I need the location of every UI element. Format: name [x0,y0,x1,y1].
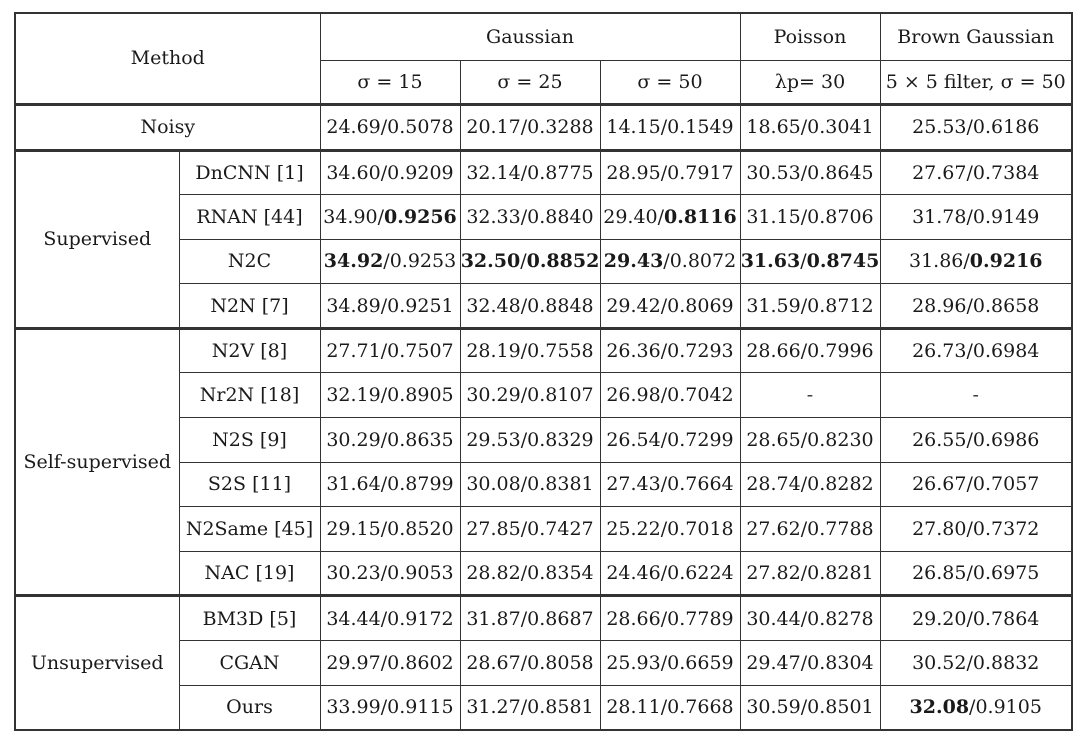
separator: / [800,250,807,273]
ssim-value: 0.8281 [807,562,874,585]
ssim-value: 0.8072 [669,250,737,273]
results-table-wrapper [14,12,1073,731]
result-cell [740,596,880,641]
result-cell [460,373,600,418]
result-cell [600,284,740,329]
result-cell [740,239,880,284]
psnr-value: 30.29 [466,384,521,407]
psnr-value: 30.08 [466,473,521,496]
missing-value: - [972,384,979,407]
result-cell [880,685,1072,730]
method-name: Ours [179,685,320,730]
ssim-value: 0.8745 [806,250,880,273]
psnr-value: 25.22 [606,518,661,541]
missing-value: - [806,384,814,407]
noisy-label: Noisy [15,104,320,150]
ssim-value: 0.7996 [807,340,874,363]
separator: / [660,562,668,585]
result-cell [320,373,460,418]
separator: / [520,384,528,407]
ssim-value: 0.9105 [975,696,1042,719]
ssim-value: 0.7057 [972,473,1040,496]
noisy-value: 20.17/0.3288 [460,104,600,150]
ssim-value: 0.8658 [972,294,1040,317]
result-cell [320,150,460,195]
psnr-value: 34.60 [326,161,381,184]
separator: / [520,651,528,674]
ssim-value: 0.9172 [387,607,454,630]
separator: / [800,607,808,630]
ssim-value: 0.8905 [387,384,454,407]
separator: / [800,562,808,585]
separator: / [966,518,973,541]
noisy-value: 18.65/0.3041 [740,104,880,150]
psnr-value: 32.14 [466,161,521,184]
separator: / [966,473,973,496]
separator: / [800,340,808,363]
separator: / [660,384,668,407]
psnr-value: 31.86 [908,250,964,273]
separator: / [520,428,528,451]
psnr-value: 28.82 [466,562,521,585]
result-cell [460,685,600,730]
ssim-value: 0.7427 [527,518,594,541]
result-cell [460,551,600,596]
result-cell [320,685,460,730]
ssim-value: 0.8116 [664,205,737,228]
ssim-value: 0.6224 [667,562,734,585]
brown-filter-header: 5 × 5 filter, σ = 50 [880,60,1072,104]
separator: / [800,651,808,674]
psnr-value: 26.73 [912,340,967,363]
separator: / [966,562,973,585]
separator: / [520,607,528,630]
group-label: Unsupervised [15,596,179,730]
sigma-15-header: σ = 15 [320,60,460,104]
method-name: S2S [11] [179,462,320,507]
separator: / [660,473,668,496]
result-cell [600,195,740,240]
ssim-value: 0.7507 [387,340,454,363]
psnr-value: 29.53 [466,428,521,451]
psnr-value: 34.89 [326,294,381,317]
psnr-value: 34.92 [323,250,384,273]
psnr-value: 26.36 [606,340,661,363]
ssim-value: 0.8501 [807,696,874,719]
psnr-value: 30.53 [746,161,801,184]
separator: / [966,651,973,674]
result-cell [600,641,740,686]
table-row [15,150,1072,195]
ssim-value: 0.8712 [807,294,874,317]
psnr-value: 30.29 [326,428,381,451]
result-cell [880,641,1072,686]
result-cell [600,596,740,641]
result-cell [600,328,740,373]
result-cell [460,195,600,240]
psnr-value: 28.95 [606,161,661,184]
result-cell [880,328,1072,373]
separator: / [966,205,973,228]
method-name: CGAN [179,641,320,686]
result-cell [880,195,1072,240]
result-cell [320,462,460,507]
method-name: N2Same [45] [179,507,320,552]
ssim-value: 0.9149 [972,205,1040,228]
ssim-value: 0.9216 [969,250,1043,273]
ssim-value: 0.7299 [667,428,734,451]
ssim-value: 0.8329 [527,428,594,451]
separator: / [660,651,668,674]
separator: / [800,294,808,317]
separator: / [966,340,973,363]
separator: / [660,294,668,317]
header-row-1 [15,13,1072,60]
ssim-value: 0.9251 [387,294,454,317]
separator: / [380,294,388,317]
separator: / [800,428,808,451]
psnr-value: 32.48 [466,294,521,317]
ssim-value: 0.7664 [667,473,734,496]
psnr-value: 27.71 [326,340,381,363]
psnr-value: 31.15 [746,205,801,228]
results-table [14,12,1073,731]
gaussian-header: Gaussian [320,13,740,60]
psnr-value: 28.74 [746,473,801,496]
psnr-value: 28.11 [606,696,661,719]
sigma-50-header: σ = 50 [600,60,740,104]
separator: / [800,205,808,228]
result-cell [880,507,1072,552]
separator: / [520,340,528,363]
psnr-value: 31.64 [326,473,381,496]
lambda-30-header: λp= 30 [740,60,880,104]
separator: / [660,607,668,630]
ssim-value: 0.8282 [807,473,874,496]
result-cell [320,284,460,329]
ssim-value: 0.7788 [807,518,874,541]
ssim-value: 0.9209 [387,161,454,184]
ssim-value: 0.8635 [387,428,454,451]
ssim-value: 0.8687 [527,607,594,630]
separator: / [380,161,388,184]
ssim-value: 0.7864 [972,607,1040,630]
method-name: Nr2N [18] [179,373,320,418]
psnr-value: 26.98 [606,384,661,407]
noisy-value: 25.53/0.6186 [880,104,1072,150]
result-cell [880,150,1072,195]
result-cell [880,551,1072,596]
separator: / [660,518,668,541]
result-cell [460,507,600,552]
ssim-value: 0.8799 [387,473,454,496]
psnr-value: 30.59 [746,696,801,719]
separator: / [520,562,528,585]
result-cell [460,328,600,373]
result-cell [460,641,600,686]
separator: / [963,250,970,273]
ssim-value: 0.8354 [527,562,594,585]
method-name: N2S [9] [179,418,320,463]
result-cell [880,596,1072,641]
result-cell [880,462,1072,507]
ssim-value: 0.8230 [807,428,874,451]
psnr-value: 32.33 [466,205,521,228]
separator: / [660,161,668,184]
ssim-value: 0.6975 [972,562,1040,585]
method-name: DnCNN [1] [179,150,320,195]
noisy-row [15,104,1072,150]
separator: / [380,473,388,496]
psnr-value: 31.59 [746,294,801,317]
ssim-value: 0.9053 [387,562,454,585]
ssim-value: 0.7917 [667,161,734,184]
result-cell [600,150,740,195]
result-cell [880,373,1072,418]
separator: / [520,250,527,273]
psnr-value: 29.97 [326,651,381,674]
result-cell [600,551,740,596]
result-cell [600,239,740,284]
result-cell [740,641,880,686]
psnr-value: 29.40 [603,205,658,228]
psnr-value: 30.44 [746,607,801,630]
result-cell [460,596,600,641]
ssim-value: 0.7372 [972,518,1040,541]
result-cell [600,462,740,507]
ssim-value: 0.7384 [972,161,1040,184]
separator: / [663,250,670,273]
method-name: RNAN [44] [179,195,320,240]
separator: / [969,696,976,719]
ssim-value: 0.6659 [667,651,734,674]
result-cell [320,641,460,686]
separator: / [800,518,808,541]
separator: / [966,428,973,451]
method-name: BM3D [5] [179,596,320,641]
result-cell [740,328,880,373]
separator: / [660,428,668,451]
psnr-value: 30.52 [912,651,967,674]
result-cell [740,462,880,507]
ssim-value: 0.8775 [527,161,594,184]
result-cell [320,507,460,552]
ssim-value: 0.9256 [384,205,457,228]
ssim-value: 0.7293 [667,340,734,363]
separator: / [800,161,808,184]
psnr-value: 27.62 [746,518,801,541]
ssim-value: 0.6984 [972,340,1040,363]
separator: / [800,696,808,719]
separator: / [660,696,668,719]
separator: / [520,696,528,719]
result-cell [600,418,740,463]
result-cell [600,685,740,730]
psnr-value: 32.50 [460,250,521,273]
psnr-value: 32.19 [326,384,381,407]
psnr-value: 28.96 [912,294,967,317]
ssim-value: 0.8581 [527,696,594,719]
result-cell [740,507,880,552]
psnr-value: 28.66 [746,340,801,363]
separator: / [380,562,388,585]
ssim-value: 0.8602 [387,651,454,674]
result-cell [460,150,600,195]
psnr-value: 26.54 [606,428,661,451]
separator: / [520,473,528,496]
brown-gaussian-header: Brown Gaussian [880,13,1072,60]
psnr-value: 29.15 [326,518,381,541]
psnr-value: 28.66 [606,607,661,630]
result-cell [740,418,880,463]
ssim-value: 0.8852 [526,250,600,273]
psnr-value: 29.47 [746,651,801,674]
psnr-value: 26.55 [912,428,967,451]
result-cell [460,462,600,507]
psnr-value: 31.78 [912,205,967,228]
result-cell [740,551,880,596]
separator: / [966,294,973,317]
result-cell [320,551,460,596]
psnr-value: 33.99 [326,696,381,719]
ssim-value: 0.7668 [667,696,734,719]
ssim-value: 0.6986 [972,428,1040,451]
result-cell [880,284,1072,329]
separator: / [380,518,388,541]
result-cell [460,418,600,463]
psnr-value: 30.23 [326,562,381,585]
ssim-value: 0.7558 [527,340,594,363]
psnr-value: 29.42 [606,294,661,317]
separator: / [966,161,973,184]
method-name: N2V [8] [179,328,320,373]
method-name: N2N [7] [179,284,320,329]
psnr-value: 34.44 [326,607,381,630]
ssim-value: 0.7789 [667,607,734,630]
separator: / [380,340,388,363]
separator: / [657,205,665,228]
result-cell [740,373,880,418]
separator: / [380,384,388,407]
ssim-value: 0.8848 [527,294,594,317]
ssim-value: 0.8278 [807,607,874,630]
group-label: Self-supervised [15,328,179,596]
result-cell [320,596,460,641]
separator: / [377,205,385,228]
psnr-value: 31.27 [466,696,521,719]
psnr-value: 29.20 [912,607,967,630]
ssim-value: 0.9115 [387,696,454,719]
psnr-value: 31.63 [740,250,801,273]
group-label: Supervised [15,150,179,328]
table-row [15,328,1072,373]
ssim-value: 0.7042 [667,384,734,407]
result-cell [740,685,880,730]
result-cell [740,195,880,240]
result-cell [880,418,1072,463]
noisy-value: 14.15/0.1549 [600,104,740,150]
ssim-value: 0.9253 [389,250,457,273]
psnr-value: 32.08 [909,696,970,719]
sigma-25-header: σ = 25 [460,60,600,104]
psnr-value: 34.90 [323,205,378,228]
psnr-value: 28.19 [466,340,521,363]
separator: / [966,607,973,630]
ssim-value: 0.8381 [527,473,594,496]
ssim-value: 0.7018 [667,518,734,541]
poisson-header: Poisson [740,13,880,60]
method-header: Method [15,13,320,104]
ssim-value: 0.8832 [972,651,1040,674]
psnr-value: 27.85 [466,518,521,541]
psnr-value: 27.43 [606,473,661,496]
table-row [15,596,1072,641]
noisy-value: 24.69/0.5078 [320,104,460,150]
method-name: NAC [19] [179,551,320,596]
psnr-value: 26.85 [912,562,967,585]
result-cell [600,373,740,418]
psnr-value: 29.43 [603,250,664,273]
separator: / [520,518,528,541]
psnr-value: 28.65 [746,428,801,451]
ssim-value: 0.8107 [527,384,594,407]
separator: / [380,696,388,719]
result-cell [740,284,880,329]
separator: / [380,428,388,451]
result-cell [320,239,460,284]
ssim-value: 0.8645 [807,161,874,184]
ssim-value: 0.8069 [667,294,734,317]
psnr-value: 28.67 [466,651,521,674]
result-cell [740,150,880,195]
result-cell [600,507,740,552]
separator: / [520,161,528,184]
separator: / [520,294,528,317]
ssim-value: 0.8058 [527,651,594,674]
psnr-value: 27.82 [746,562,801,585]
result-cell [880,239,1072,284]
ssim-value: 0.8840 [527,205,594,228]
ssim-value: 0.8520 [387,518,454,541]
separator: / [520,205,528,228]
psnr-value: 25.93 [606,651,661,674]
result-cell [320,328,460,373]
separator: / [800,473,808,496]
psnr-value: 24.46 [606,562,661,585]
ssim-value: 0.8304 [807,651,874,674]
result-cell [320,195,460,240]
separator: / [660,340,668,363]
result-cell [320,418,460,463]
method-name: N2C [179,239,320,284]
separator: / [383,250,390,273]
separator: / [380,607,388,630]
separator: / [380,651,388,674]
result-cell [460,284,600,329]
result-cell [460,239,600,284]
psnr-value: 27.67 [912,161,967,184]
psnr-value: 31.87 [466,607,521,630]
psnr-value: 27.80 [912,518,967,541]
psnr-value: 26.67 [912,473,967,496]
ssim-value: 0.8706 [807,205,874,228]
